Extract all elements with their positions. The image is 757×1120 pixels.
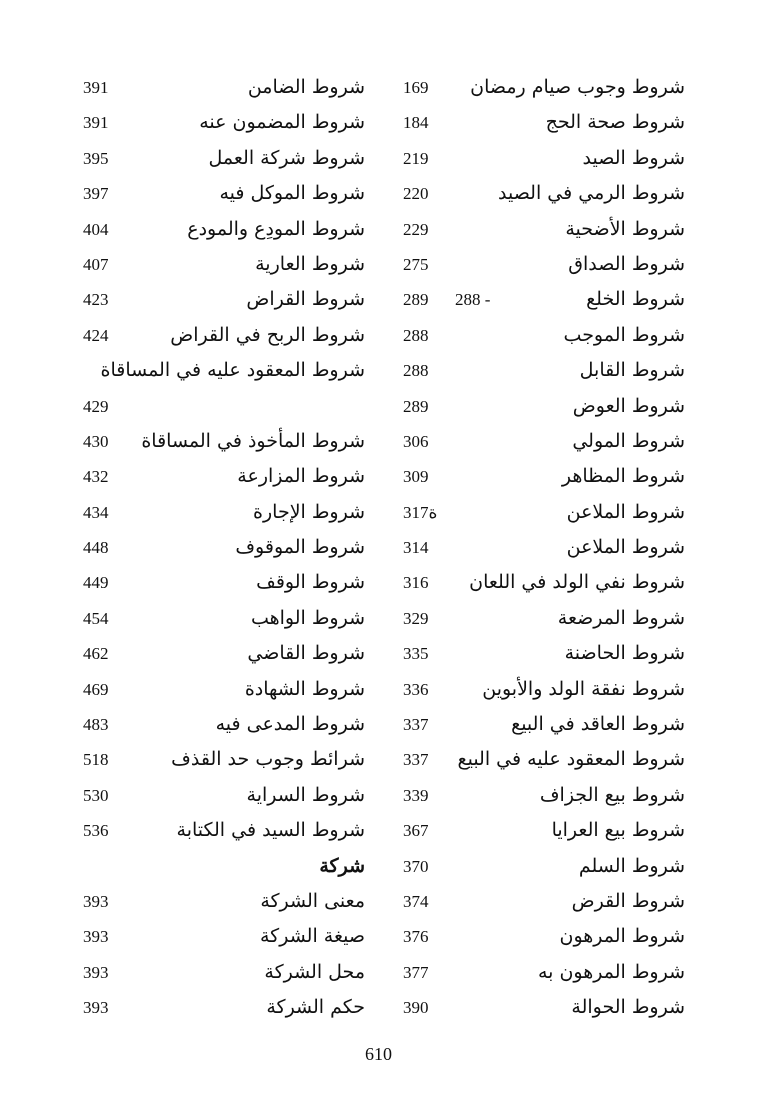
index-entry-page: 184	[403, 113, 429, 133]
index-entry	[400, 530, 685, 565]
index-entry	[400, 247, 685, 282]
index-entry-label: شروط العاقد في البيع	[511, 713, 685, 736]
index-entry-page: 391	[83, 113, 109, 133]
index-entry-page: 169	[403, 78, 429, 97]
index-entry	[400, 318, 685, 353]
index-entry-label: شروط الإجارة	[253, 500, 365, 523]
index-entry-label: شروط الضامن	[247, 76, 365, 98]
index-entry-label: شروط الموكل فيه	[219, 182, 365, 205]
index-entry-page: 390	[403, 998, 429, 1018]
index-entry	[400, 884, 685, 919]
index-entry	[400, 105, 685, 140]
index-entry	[400, 212, 685, 247]
index-entry-page: 434	[83, 502, 109, 522]
index-entry	[80, 212, 365, 247]
index-entry-page: 337	[403, 750, 429, 770]
index-entry-label: شروط العارية	[255, 252, 365, 275]
index-column-left	[80, 70, 365, 1026]
index-entry-page: 429	[83, 396, 109, 416]
index-entry-page: 309	[403, 467, 429, 487]
index-entry-page: 219	[403, 148, 429, 168]
index-entry-label: شروط الأضحية	[565, 217, 685, 240]
index-entry-page: 395	[83, 148, 109, 168]
page-number: 610	[365, 1044, 392, 1064]
index-entry	[80, 495, 365, 530]
index-entry-label: شروط وجوب صيام رمضان	[470, 76, 685, 98]
index-entry-page: 289	[403, 290, 429, 310]
index-entry-page: 536	[83, 821, 109, 841]
index-entry-page: 448	[83, 538, 109, 558]
index-entry-label: شروط المزارعة	[237, 465, 365, 488]
index-entry-page: 288	[403, 325, 429, 345]
index-entry	[80, 176, 365, 211]
index-entry-page: 377	[403, 962, 429, 982]
index-entry-page: 337	[403, 715, 429, 735]
index-entry	[400, 459, 685, 494]
index-entry-page: 316	[403, 573, 429, 593]
index-entry	[400, 742, 685, 777]
index-entry	[80, 778, 365, 813]
index-entry-label: شروط الربح في القراض	[170, 323, 365, 346]
index-entry	[80, 742, 365, 777]
index-entry	[80, 459, 365, 494]
index-entry-label: شروط نفقة الولد والأبوين	[482, 677, 685, 700]
index-entry	[80, 601, 365, 636]
index-entry	[400, 990, 685, 1025]
index-entry-page: 229	[403, 219, 429, 239]
index-entry	[80, 141, 365, 176]
index-entry-label: شروط المدعى فيه	[215, 713, 365, 736]
index-entry-page: 370	[403, 856, 429, 876]
index-entry-label: شروط الخلع	[586, 288, 685, 311]
index-entry	[80, 565, 365, 600]
index-section-heading: شركة	[319, 854, 365, 877]
index-entry-label: شروط الواهب	[250, 606, 365, 629]
index-entry	[80, 955, 365, 990]
index-entry	[80, 707, 365, 742]
index-entry-page: 336	[403, 679, 429, 699]
index-entry	[80, 353, 365, 388]
index-entry-label: شروط السلم	[578, 854, 685, 877]
index-entry	[400, 424, 685, 459]
index-entry-page: 220	[403, 184, 429, 204]
index-entry-page: 393	[83, 891, 109, 911]
index-entry-page: 335	[403, 644, 429, 664]
index-entry-page: 432	[83, 467, 109, 487]
index-entry-label: شروط السراية	[246, 783, 365, 806]
index-entry-label: شروط نفي الولد في اللعان	[469, 571, 685, 594]
index-entry-label: شروط الصداق	[568, 252, 685, 275]
index-entry	[400, 282, 685, 317]
index-entry-label: شروط القراض	[246, 288, 365, 311]
index-entry-page: 275	[403, 254, 429, 274]
index-entry-label: شروط المعقود عليه في البيع	[457, 748, 685, 771]
index-entry-page: 317ة	[403, 502, 438, 522]
index-entry-label: شروط المودِع والمودع	[187, 217, 365, 240]
index-entry-page: 483	[83, 715, 109, 735]
index-entry	[400, 565, 685, 600]
index-entry-label: شروط الحاضنة	[564, 642, 685, 665]
index-entry-label: شروط القرض	[571, 889, 685, 912]
index-entry-page: 339	[403, 785, 429, 805]
index-column-right	[400, 70, 685, 1026]
index-entry-label: شروط شركة العمل	[208, 146, 365, 169]
index-entry	[80, 247, 365, 282]
index-entry-label: معنى الشركة	[260, 889, 365, 912]
index-entry	[400, 778, 685, 813]
index-entry-page: 314	[403, 538, 429, 558]
index-entry-label: شروط المولي	[572, 429, 685, 452]
index-entry-page: 367	[403, 821, 429, 841]
index-entry-page: 393	[83, 998, 109, 1018]
index-entry-label: شروط الملاعن	[566, 500, 685, 523]
index-entry	[80, 282, 365, 317]
index-entry	[80, 813, 365, 848]
index-entry	[400, 813, 685, 848]
index-entry	[80, 105, 365, 140]
index-entry	[80, 919, 365, 954]
index-entry-page: 404	[83, 219, 109, 239]
index-entry-page: 530	[83, 785, 109, 805]
index-entry-page: 393	[83, 962, 109, 982]
index-entry-page: 306	[403, 431, 429, 451]
index-entry-label: شروط الصيد	[582, 146, 685, 169]
index-entry-label: شروط المرهون به	[537, 960, 685, 983]
index-entry-label: شروط الموجب	[563, 323, 685, 346]
index-entry	[400, 849, 685, 884]
index-entry-page: 518	[83, 750, 109, 770]
index-entry-label: شروط بيع العرايا	[551, 819, 685, 842]
index-entry-page: 289	[403, 396, 429, 416]
index-entry	[80, 389, 365, 424]
index-entry-label: شروط الوقف	[256, 571, 365, 594]
index-entry-label: شروط بيع الجزاف	[539, 783, 685, 806]
index-entry	[400, 636, 685, 671]
index-entry-label: شروط الحوالة	[571, 996, 685, 1019]
index-entry	[400, 353, 685, 388]
index-entry	[80, 672, 365, 707]
index-entry-label: شروط المرضعة	[557, 606, 685, 629]
index-entry-page: 374	[403, 891, 429, 911]
index-entry-label: محل الشركة	[264, 960, 365, 983]
index-entry-label: شروط الملاعن	[566, 536, 685, 559]
index-entry-label: شروط السيد في الكتابة	[176, 819, 365, 842]
index-entry	[400, 955, 685, 990]
index-entry-page: 329	[403, 608, 429, 628]
index-entry-label: شروط المضمون عنه	[199, 111, 365, 134]
index-entry	[400, 389, 685, 424]
index-entry-page: 376	[403, 927, 429, 947]
index-entry	[80, 884, 365, 919]
index-entry-label: شروط العوض	[572, 394, 685, 417]
index-entry-label: حكم الشركة	[266, 996, 365, 1019]
index-entry	[80, 990, 365, 1025]
index-entry-page: 407	[83, 254, 109, 274]
index-entry-label: شروط صحة الحج	[545, 111, 685, 134]
index-entry	[80, 70, 365, 105]
index-entry-label: شروط المعقود عليه في المساقاة	[100, 359, 365, 382]
index-entry-page: 454	[83, 608, 109, 628]
index-entry-label: شروط المرهون	[559, 925, 685, 948]
index-entry-page: 462	[83, 644, 109, 664]
index-entry	[80, 530, 365, 565]
index-entry	[80, 636, 365, 671]
index-entry-label: صيغة الشركة	[260, 925, 365, 948]
index-entry	[400, 601, 685, 636]
index-entry-label: شرائط وجوب حد القذف	[171, 748, 365, 771]
index-entry-label: شروط المظاهر	[561, 465, 685, 488]
index-entry	[400, 141, 685, 176]
index-entry	[80, 849, 365, 884]
index-entry-page: 423	[83, 290, 109, 310]
index-entry	[400, 495, 685, 530]
index-entry-page: 424	[83, 325, 109, 345]
index-entry-page: 393	[83, 927, 109, 947]
index-entry-label: شروط المأخوذ في المساقاة	[141, 429, 365, 452]
index-entry-label: شروط الموقوف	[235, 536, 365, 559]
index-entry	[80, 424, 365, 459]
index-entry-page: 449	[83, 573, 109, 593]
index-entry-page: 288	[403, 361, 429, 381]
index-entry-label: شروط الشهادة	[244, 677, 365, 700]
index-entry	[400, 176, 685, 211]
index-entry-label: شروط القابل	[579, 359, 685, 382]
index-entry-label: شروط القاضي	[247, 642, 365, 665]
index-entry	[400, 70, 685, 105]
index-entry-page: 397	[83, 184, 109, 204]
index-entry-label: شروط الرمي في الصيد	[497, 182, 685, 205]
index-entry	[400, 919, 685, 954]
index-entry-page: 391	[83, 78, 109, 97]
index-entry-page: 469	[83, 679, 109, 699]
index-entry	[80, 318, 365, 353]
index-entry	[400, 672, 685, 707]
index-entry	[400, 707, 685, 742]
index-entry-page-range: 288 -	[455, 290, 491, 310]
index-entry-page: 430	[83, 431, 109, 451]
